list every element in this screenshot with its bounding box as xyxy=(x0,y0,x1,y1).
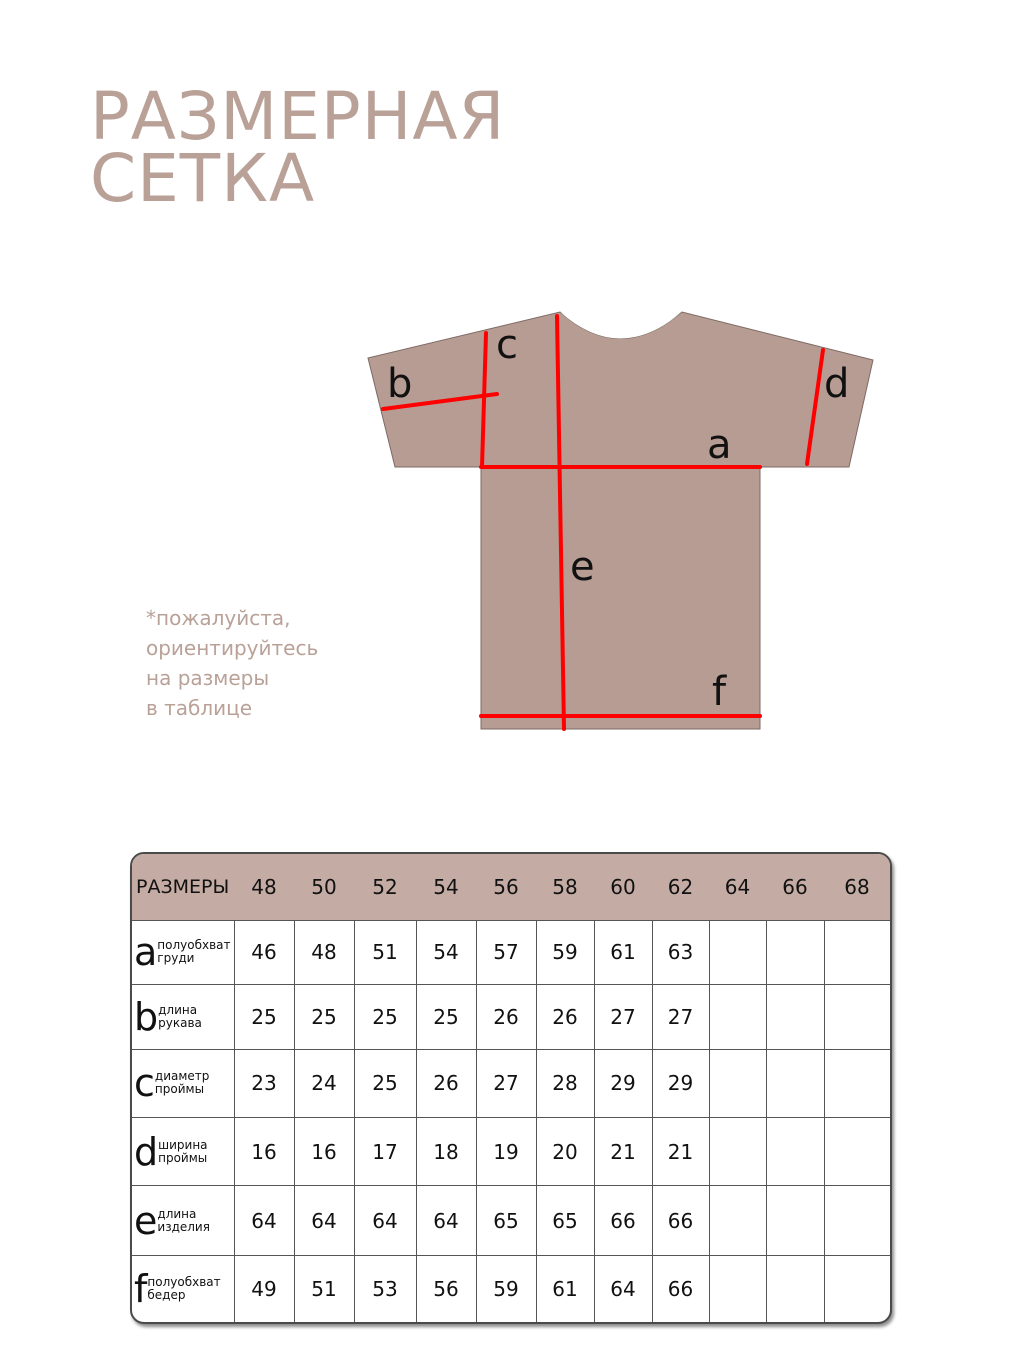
table-cell: 18 xyxy=(416,1117,476,1185)
table-cell: 51 xyxy=(354,920,416,984)
size-header: 64 xyxy=(724,874,751,899)
table-cell xyxy=(709,1049,766,1117)
measurement-label xyxy=(132,1049,234,1117)
note-line: *пожалуйста, xyxy=(146,606,291,630)
table-row xyxy=(132,1117,890,1185)
description-line-2: проймы xyxy=(154,1082,205,1097)
size-header-row xyxy=(132,854,890,920)
table-cell: 63 xyxy=(652,920,709,984)
tshirt-shape xyxy=(368,312,873,729)
size-header: 50 xyxy=(311,874,337,899)
measurement-letter: d xyxy=(134,1129,159,1174)
table-cell xyxy=(824,1256,890,1322)
table-cell: 66 xyxy=(652,1186,709,1256)
table-cell: 56 xyxy=(416,1256,476,1322)
table-cell xyxy=(709,1186,766,1256)
table-cell: 64 xyxy=(416,1186,476,1256)
size-header: 66 xyxy=(782,874,808,899)
label-b: b xyxy=(387,361,413,407)
table-cell: 59 xyxy=(536,920,594,984)
table-cell: 25 xyxy=(234,984,294,1049)
table-cell xyxy=(709,920,766,984)
table-cell: 64 xyxy=(294,1186,354,1256)
table-cell xyxy=(766,1117,824,1185)
label-e: e xyxy=(570,544,595,590)
table-cell: 20 xyxy=(536,1117,594,1185)
size-header: 54 xyxy=(433,874,459,899)
table-cell: 49 xyxy=(234,1256,294,1322)
table-cell: 27 xyxy=(476,1049,536,1117)
measurement-letter: c xyxy=(134,1061,155,1106)
table-cell xyxy=(709,984,766,1049)
table-cell: 25 xyxy=(416,984,476,1049)
table-cell xyxy=(766,984,824,1049)
measurement-letter: b xyxy=(134,994,159,1039)
size-table xyxy=(130,852,892,1324)
measurement-description xyxy=(157,939,230,965)
table-cell xyxy=(824,1117,890,1185)
table-cell: 17 xyxy=(354,1117,416,1185)
label-c: c xyxy=(496,322,518,368)
description-line-2: бедер xyxy=(147,1288,186,1303)
label-f: f xyxy=(712,669,727,715)
label-d: d xyxy=(824,361,850,407)
note-line: на размеры xyxy=(146,666,270,690)
table-cell: 25 xyxy=(354,1049,416,1117)
measurement-label xyxy=(132,920,234,984)
size-note xyxy=(146,603,318,723)
size-header: 60 xyxy=(610,874,636,899)
table-cell: 64 xyxy=(234,1186,294,1256)
table-cell: 66 xyxy=(594,1186,652,1256)
table-cell xyxy=(824,920,890,984)
size-header: 68 xyxy=(844,874,870,899)
description-line-1: длина xyxy=(157,1206,197,1221)
table-cell xyxy=(709,1256,766,1322)
table-cell xyxy=(766,1186,824,1256)
table-cell: 24 xyxy=(294,1049,354,1117)
description-line-2: изделия xyxy=(157,1219,210,1234)
note-line: в таблице xyxy=(146,696,253,720)
measurement-letter: f xyxy=(134,1267,148,1312)
measurement-label xyxy=(132,1186,234,1256)
description-line-2: груди xyxy=(157,951,195,966)
measurement-description xyxy=(155,1070,210,1096)
measurement-label xyxy=(132,1117,234,1185)
table-cell: 59 xyxy=(476,1256,536,1322)
table-cell xyxy=(824,1049,890,1117)
table-cell xyxy=(766,920,824,984)
description-line-1: длина xyxy=(158,1002,198,1017)
table-cell xyxy=(824,1186,890,1256)
table-row xyxy=(132,1256,890,1322)
size-header: 58 xyxy=(552,874,578,899)
label-a: a xyxy=(707,422,732,468)
table-cell: 57 xyxy=(476,920,536,984)
table-cell: 28 xyxy=(536,1049,594,1117)
table-cell: 64 xyxy=(354,1186,416,1256)
table-cell: 27 xyxy=(652,984,709,1049)
measurement-description xyxy=(147,1276,220,1302)
description-line-1: диаметр xyxy=(154,1069,210,1084)
table-row xyxy=(132,984,890,1049)
size-header: 48 xyxy=(251,874,277,899)
table-cell: 54 xyxy=(416,920,476,984)
table-row xyxy=(132,920,890,984)
description-line-2: проймы xyxy=(158,1150,208,1165)
table-cell xyxy=(709,1117,766,1185)
table-cell: 61 xyxy=(536,1256,594,1322)
table-cell: 51 xyxy=(294,1256,354,1322)
measurement-description xyxy=(157,1208,210,1234)
table-cell: 65 xyxy=(476,1186,536,1256)
table-cell: 27 xyxy=(594,984,652,1049)
size-header: 62 xyxy=(667,874,694,899)
measurement-letter: e xyxy=(134,1198,158,1243)
table-row xyxy=(132,1186,890,1256)
description-line-1: полуобхват xyxy=(157,938,231,953)
measurement-letter: a xyxy=(134,930,158,975)
description-line-1: полуобхват xyxy=(147,1275,221,1290)
sizes-header-label: РАЗМЕРЫ xyxy=(136,875,230,898)
size-header: 52 xyxy=(372,874,398,899)
table-cell: 23 xyxy=(234,1049,294,1117)
measurement-label xyxy=(132,984,234,1049)
table-cell: 65 xyxy=(536,1186,594,1256)
table-cell: 26 xyxy=(536,984,594,1049)
table-cell: 66 xyxy=(652,1256,709,1322)
table-cell xyxy=(766,1049,824,1117)
table-cell: 61 xyxy=(594,920,652,984)
table-cell: 64 xyxy=(594,1256,652,1322)
description-line-2: рукава xyxy=(158,1015,202,1030)
table-cell: 19 xyxy=(476,1117,536,1185)
table-cell xyxy=(824,984,890,1049)
table-cell: 25 xyxy=(354,984,416,1049)
title-line-1: РАЗМЕРНАЯ xyxy=(90,78,506,155)
table-cell: 29 xyxy=(594,1049,652,1117)
table-cell: 26 xyxy=(416,1049,476,1117)
table-cell: 29 xyxy=(652,1049,709,1117)
size-header: 56 xyxy=(493,874,519,899)
table-cell: 53 xyxy=(354,1256,416,1322)
table-cell: 21 xyxy=(652,1117,709,1185)
table-cell xyxy=(766,1256,824,1322)
note-line: ориентируйтесь xyxy=(146,636,319,660)
table-cell: 26 xyxy=(476,984,536,1049)
table-row xyxy=(132,1049,890,1117)
table-cell: 21 xyxy=(594,1117,652,1185)
title-line-2: СЕТКА xyxy=(90,140,316,217)
measurement-label xyxy=(132,1256,234,1322)
table-cell: 25 xyxy=(294,984,354,1049)
table-cell: 16 xyxy=(234,1117,294,1185)
table-cell: 46 xyxy=(234,920,294,984)
table-cell: 48 xyxy=(294,920,354,984)
measurement-description xyxy=(158,1004,202,1030)
description-line-1: ширина xyxy=(158,1137,208,1152)
measurement-description xyxy=(158,1139,207,1165)
table-cell: 16 xyxy=(294,1117,354,1185)
